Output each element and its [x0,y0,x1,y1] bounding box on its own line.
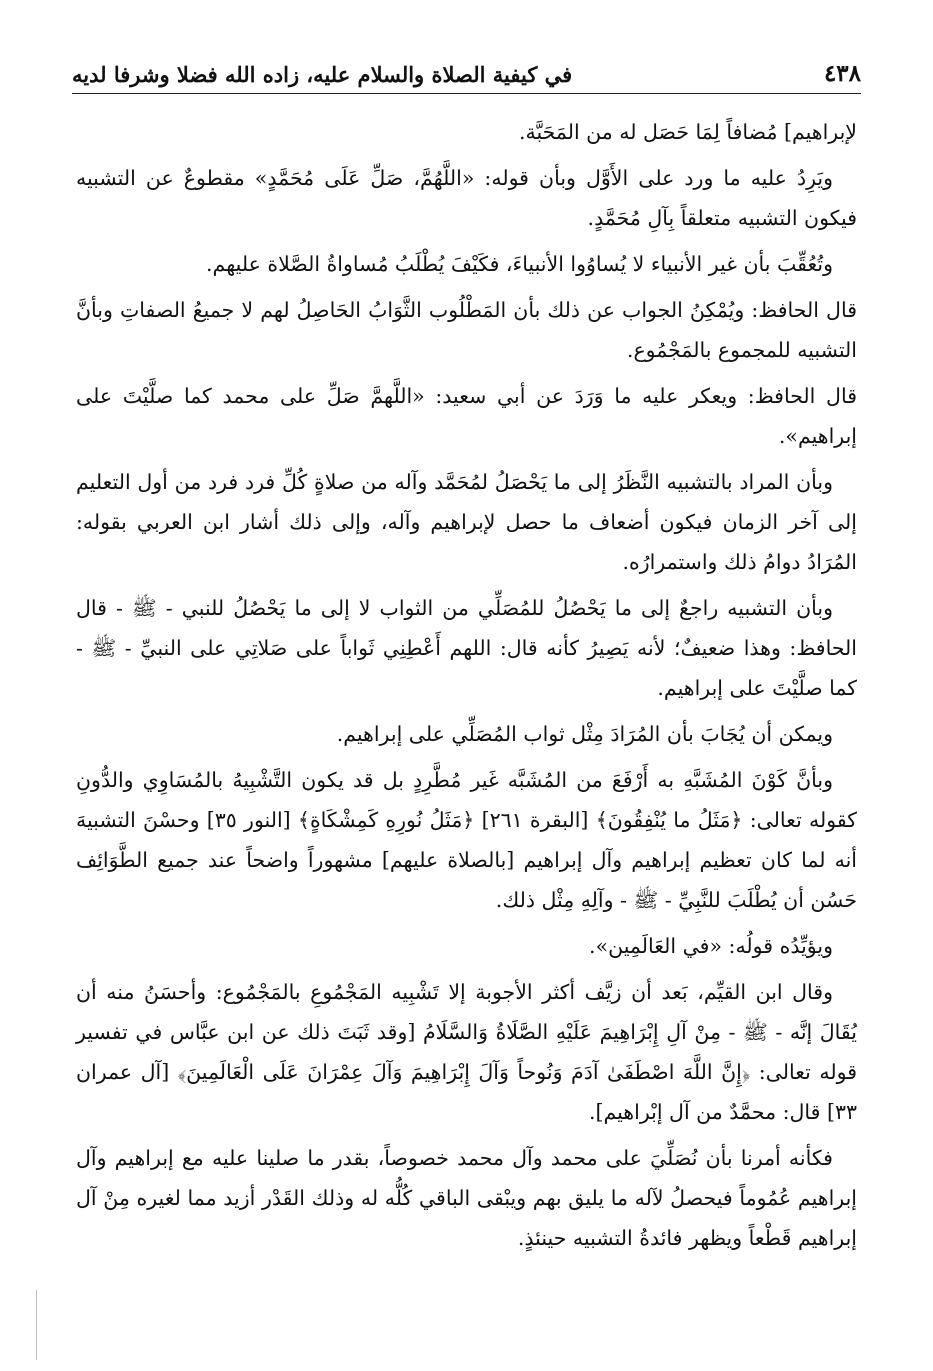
page-number: ٤٣٨ [823,60,861,87]
paragraph: لإبراهيم] مُضافاً لِمَا حَصَل له من المَحَبَّة. [518,120,857,144]
paragraph: وتُعُقِّبَ بأن غير الأنبياء لا يُساوُوا الأنبياءَ، فكَيْفَ يُطْلَبُ مُساواةُ الصَّلاة عليهم. [206,252,833,276]
paragraph: فكأنه أمرنا بأن نُصَلِّيَ على محمد وآل محمد خصوصاً، بقدر ما صلينا عليه مع إبراهيم وآل إبراهيم عُمُوماً فيحصلُ لآله ما يليق بهم ويبْقى الباقي كُلُّه له وذلك القَدْر أزيد مما لغيره مِنْ آل إبراهيم قَطْعاً ويظهر فائدةُ التشبيه حينئذٍ. [76,1146,857,1250]
paragraph: ويَرِدُ عليه ما ورد على الأَوَّل وبأن قوله: «اللَّهُمَّ، صَلِّ عَلَى مُحَمَّدٍ» مقطوعٌ عن التشبيه فيكون التشبيه متعلقاً بِآلِ مُحَمَّدٍ. [76,166,857,230]
paragraph: وبأن التشبيه راجعٌ إلى ما يَحْصُلُ للمُصَلِّي من الثواب لا إلى ما يَحْصُلُ للنبي - ﷺ - قال الحافظ: وهذا ضعيفٌ؛ لأنه يَصِيرُ كأنه قال: اللهم أَعْطِنِي ثَواباً على صَلاتِي على النبيِّ - ﷺ - كما صلَّيْتَ على إبراهيم. [76,596,857,700]
scan-margin-line [36,1290,37,1360]
paragraph: وقال ابن القيِّم، بَعد أن زيَّف أكثر الأجوبة إلا تَشْبِيه المَجْمُوعِ بالمَجْمُوع: وأحسَنُ منه أن يُقَالَ إنَّه - ﷺ - مِنْ آلِ إِبْرَاهِيمَ عَلَيْهِ الصَّلَاةُ وَالسَّلَامُ [وقد ثَبَتَ ذلك عن ابن عبَّاس في تفسير قوله تعالى: ﴿إِنَّ اللَّهَ اصْطَفَىٰ آدَمَ وَنُوحاً وَآلَ إِبْرَاهِيمَ وَآلَ عِمْرَانَ عَلَى الْعَالَمِينَ﴾ [آل عمران ٣٣] قال: محمَّدٌ من آل إبْراهيم]. [76,980,857,1124]
paragraph: وبأن المراد بالتشبيه النَّظَرُ إلى ما يَحْصَلُ لمُحَمَّد وآله من صلاةٍ كُلِّ فرد فرد من أول التعليم إلى آخر الزمان فيكون أضعاف ما حصل لإبراهيم وآله، وإلى ذلك أشار ابن العربي بقوله: المُرَادُ دوامُ ذلك واستمرارُه. [76,470,857,574]
paragraph: قال الحافظ: ويعكر عليه ما وَرَدَ عن أبي سعيد: «اللَّهمَّ صَلِّ على محمد كما صلَّيْتَ على إبراهيم». [76,384,857,448]
running-header [72,46,861,94]
paragraph: ويؤيِّدُه قولُه: «في العَالَمِين». [589,934,833,958]
running-title: في كيفية الصلاة والسلام عليه، زاده الله فضلا وشرفا لديه [72,62,573,87]
paragraph: وبأنَّ كَوْنَ المُشَبَّهِ به أَرْفَعَ من المُشَبَّه غَير مُطَّرِدٍ بل قد يكون التَّشْبِيهُ بالمُسَاوِي والدُّونِ كقوله تعالى: ﴿مَثَلُ ما يُنْفِقُونَ﴾ [البقرة ٢٦١] ﴿مَثَلُ نُورِهِ كَمِشْكَاةٍ﴾ [النور ٣٥] وحسْنَ التشبيهَ أنه لما كان تعظيم إبراهيم وآل إبراهيم [بالصلاة عليهم] مشهوراً واضحاً عند جميع الطَّوَائِف حَسُن أن يُطْلَبَ للنَّبِيِّ - ﷺ - وآلِهِ مِثْل ذلك. [76,768,857,912]
paragraph: قال الحافظ: ويُمْكِنُ الجواب عن ذلك بأن المَطْلُوب الثَّوَابُ الحَاصِلُ لهم لا جميعُ الصفاتِ وبأنَّ التشبيه للمجموع بالمَجْمُوع. [76,298,857,362]
paragraph: ويمكن أن يُجَابَ بأن المُرَادَ مِثْل ثواب المُصَلِّي على إبراهيم. [336,722,833,746]
body-text [76,112,857,1264]
